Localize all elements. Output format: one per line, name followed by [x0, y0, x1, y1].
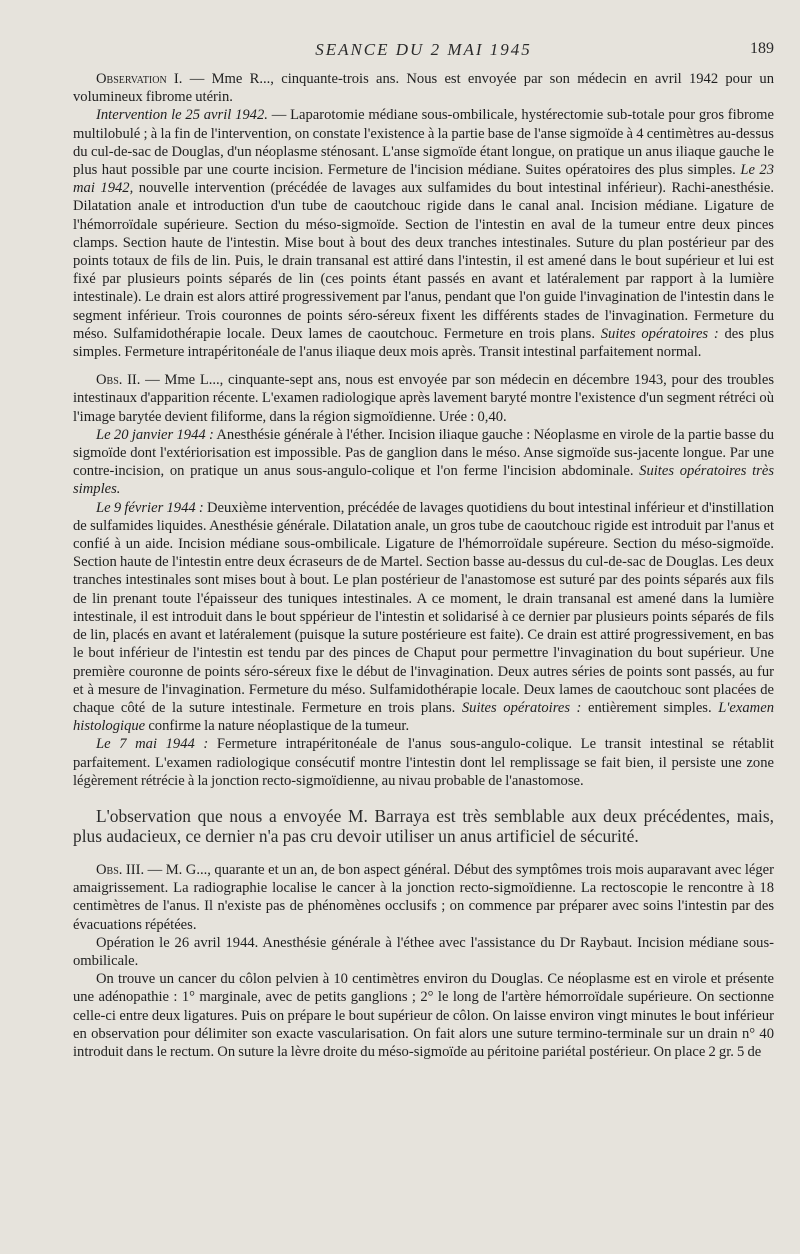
obs2-paragraph-1 — [73, 371, 774, 426]
obs3-paragraph-1 — [73, 861, 774, 934]
obs1-text-a: — Laparotomie médiane sous-ombilicale, hystérectomie sub-totale pour gros fibrome multilobulé ; à la fin de l'intervention, on constate l'existence à la partie base de l'anse sigmoïde à 4 centimètres au-dessus du cul-de-sac de Douglas, d'un néoplasme sténosant. L'anse sigmoïde étant longue, on pratique un anus iliaque gauche le plus haut possible par une courte incision. Fermeture de l'incision médiane. Suites opératoires des plus simples. — [73, 107, 774, 179]
page-number: 189 — [750, 40, 774, 57]
running-title: SEANCE DU 2 MAI 1945 — [315, 40, 532, 59]
commentary-paragraph: L'observation que nous a envoyée M. Barraya est très semblable aux deux précédentes, mais, plus audacieux, ce dernier n'a pas cru devoir utiliser un anus artificiel de sécurité. — [73, 805, 774, 847]
obs1-paragraph-2 — [73, 106, 774, 361]
obs3-label: Obs. III. — [96, 861, 145, 878]
obs1-suites-label: Suites opératoires : — [600, 325, 719, 342]
obs2-suites2-label: Suites opératoires : — [461, 699, 582, 716]
obs2-paragraph-3 — [73, 499, 774, 736]
obs2-text-a: Anesthésie générale à l'éther. Incision iliaque gauche : Néoplasme en virole de la partie basse du sigmoïde dont l'extériorisation est impossible. Pas de ganglion dans le méso. Anse sigmoïde sus-jacente longue. Par une contre-incision, on pratique un anus sous-angulo-colique et l'on ferme l'incision abdominale. — [73, 426, 774, 480]
obs2-exam-label: L'examen histologique — [73, 699, 774, 735]
obs2-date-3: Le 7 mai 1944 : — [96, 736, 209, 753]
obs2-text-c: entièrement simples. — [581, 699, 719, 716]
obs1-text-b: nouvelle intervention (précédée de lavages aux sulfamides du bout intestinal inférieur). Rachi-anesthésie. Dilatation anale et introduction d'un tube de caoutchouc rigide dans le canal anal. Incision médiane. Ligature de l'hémorroïdale supérieure. Section du méso-sigmoïde. Section de l'intestin en aval de la tumeur entre deux pinces clamps. Section haute de l'intestin. Mise bout à bout des deux tranches intestinales. Suture du plan postérieur par des points totaux de fils de lin. Puis, le drain transanal est attiré dans l'intestin, il est amené dans le bout supérieur et lui est fixé par plusieurs points séparés de lin (ces points étant passés en avant et latéralement par rapport à la lumière intestinale). Le drain est alors attiré progressivement par l'anus, pendant que l'on guide l'invagination de l'intestin dans le segment inférieur. Trois couronnes de points séro-séreux fixent les différents stades de l'invagination. Fermeture du méso. Sulfamidothérapie locale. Deux lames de caoutchouc. Fermeture en trois plans. — [73, 180, 775, 342]
obs3-paragraph-2: Opération le 26 avril 1944. Anesthésie générale à l'éthee avec l'assistance du Dr Raybaut. Incision médiane sous-ombilicale. — [73, 934, 774, 969]
obs2-paragraph-2 — [73, 426, 774, 499]
obs2-text-e: Fermeture intrapéritonéale de l'anus sous-angulo-colique. Le transit intestinal se rétablit parfaitement. L'examen radiologique consécutif montre l'intestin dont lel remplissage se fait bien, il persiste une zone légèrement rétrécie à la jonction recto-sigmoïdienne, au nivau probable de l'anastomose. — [73, 736, 774, 789]
obs2-text-d: confirme la nature néoplastique de la tumeur. — [145, 718, 410, 735]
obs2-date-2: Le 9 février 1944 : — [96, 499, 204, 516]
page-header — [73, 40, 774, 70]
obs2-suites-label: Suites opératoires très simples. — [73, 463, 775, 498]
obs3-intro: — M. G..., quarante et un an, de bon aspect général. Début des symptômes trois mois auparavant avec léger amaigrissement. La radiographie localise le cancer à la jonction recto-sigmoïdienne. La rectoscopie le rencontre à 18 centimètres de l'anus. Il n'existe pas de phénomènes occlusifs ; on commence par préparer avec soins l'intestin par des évacuations répétées. — [73, 861, 775, 933]
obs2-date-1: Le 20 janvier 1944 : — [96, 426, 214, 443]
obs1-paragraph-1 — [73, 70, 774, 106]
observation-1 — [73, 70, 774, 361]
obs2-label: Obs. II. — [96, 372, 141, 389]
observation-3 — [73, 861, 774, 1061]
obs1-intro: — Mme R..., cinquante-trois ans. Nous est envoyée par son médecin en avril 1942 pour un volumineux fibrome utérin. — [73, 71, 774, 106]
obs3-paragraph-3: On trouve un cancer du côlon pelvien à 10 centimètres environ du Douglas. Ce néoplasme est en virole et présente une adénopathie : 1° marginale, avec de petits ganglions ; 2° le long de l'artère hémorroïdale supérieure. On sectionne celle-ci entre deux ligatures. Puis on prépare le bout supérieur de côlon. On laisse environ vingt minutes le bout inférieur en observation pour délimiter son exacte vascularisation. On fait alors une suture termino-terminale sur un drain n° 40 introduit dans le rectum. On suture la lèvre droite du méso-sigmoïde au péritoine pariétal postérieur. On place 2 gr. 5 de — [73, 971, 774, 1060]
obs1-text-c: des plus simples. Fermeture intrapéritonéale de l'anus iliaque deux mois après. Transit intestinal parfaitement normal. — [73, 325, 775, 361]
obs1-intervention-label: Intervention le 25 avril 1942. — [96, 107, 268, 124]
obs2-text-b: Deuxième intervention, précédée de lavages quotidiens du bout intestinal inférieur et d'instillation de sulfamides liquides. Anesthésie générale. Dilatation anale, un gros tube de caoutchouc rigide est introduit par l'anus et confié à un aide. Incision médiane sous-ombilicale. Ligature de l'hémorroïdale supéreure. Section du méso-sigmoïde. Section haute de l'intestin entre deux écraseurs de de Martel. Section basse au-dessus du cul-de-sac de Douglas. Les deux tranches intestinales sont mises bout à bout. Le plan postérieur de l'anastomose est suturé par des points séparés aux fils de lin prenant toute l'épaisseur des tuniques intestinales. A ce moment, le drain transanal est amené dans la lumière intestinale, il est introduit dans le bout sppérieur de l'intestin et solidarisé à ce dernier par plusieurs points séparés de fils de lin, placés en avant et latéralement (puisque la suture postérieure est faite). Ce drain est attiré progressivement, en bas le bout inférieur de l'intestin est tendu par des pinces de Chaput pour permettre l'invagination du bout supérieur. Une première couronne de points séro-séreux fixe le début de l'invagination. Deux autres séries de points sont passés, au fur et à mesure de l'invagination. Fermeture du méso. Sulfamidothérapie locale. Deux lames de caoutchouc sont placées de chaque côté de la suture intestinale. Fermeture en trois plans. — [73, 499, 775, 716]
observation-2 — [73, 371, 774, 790]
obs1-date-2: Le 23 mai 1942, — [73, 162, 774, 197]
obs1-label: Observation I. — [96, 71, 183, 87]
obs2-intro: — Mme L..., cinquante-sept ans, nous est envoyée par son médecin en décembre 1943, pour des troubles intestinaux d'apparition récente. L'examen radiologique après lavement baryté montre l'existence d'un segment rétréci où l'image barytée devient filiforme, dans la région sigmoïdienne. Urée : 0,40. — [73, 372, 775, 425]
obs2-paragraph-4 — [73, 735, 774, 790]
